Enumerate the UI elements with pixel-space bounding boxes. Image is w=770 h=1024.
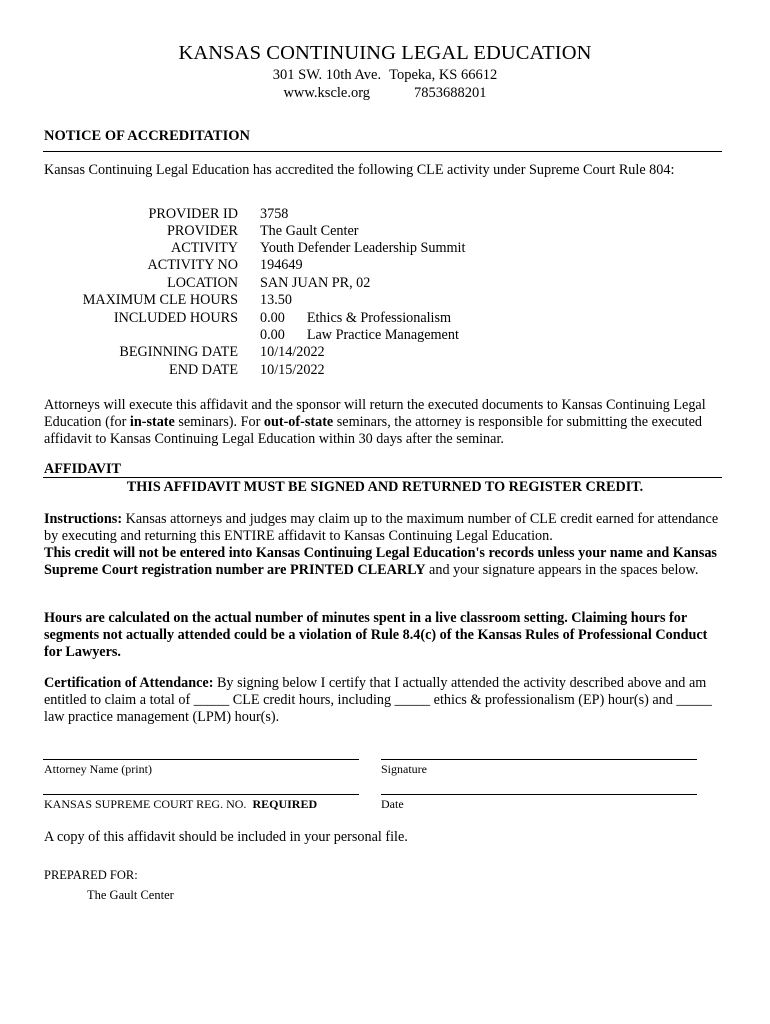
city-state-zip: Topeka, KS 66612 bbox=[389, 67, 498, 83]
provider-id-value: 3758 bbox=[260, 206, 289, 222]
lpm-hours-desc: Law Practice Management bbox=[306, 327, 459, 343]
activity-no-value: 194649 bbox=[260, 257, 303, 273]
website-link[interactable]: www.kscle.org bbox=[283, 85, 371, 101]
heading-divider bbox=[43, 151, 722, 152]
signature-line[interactable] bbox=[381, 759, 697, 760]
attorneys-text-1: Attorneys will execute this affidavit and the sponsor will return the executed documents to Kansas Continuing Legal Education (for bbox=[44, 397, 706, 430]
included-hours-label: INCLUDED HOURS bbox=[113, 310, 238, 326]
provider-label: PROVIDER bbox=[167, 223, 238, 239]
end-date-value: 10/15/2022 bbox=[260, 362, 325, 378]
max-hours-value: 13.50 bbox=[260, 292, 292, 308]
max-hours-label: MAXIMUM CLE HOURS bbox=[82, 292, 238, 308]
location-value: SAN JUAN PR, 02 bbox=[260, 275, 371, 291]
notice-intro: Kansas Continuing Legal Education has accredited the following CLE activity under Supreme Court Rule 804: bbox=[44, 162, 675, 178]
instructions-paragraph bbox=[44, 511, 724, 579]
prepared-for-label: PREPARED FOR: bbox=[44, 868, 138, 882]
reg-no-line[interactable] bbox=[43, 794, 359, 795]
affidavit-heading: AFFIDAVIT bbox=[44, 461, 121, 477]
certification-paragraph bbox=[44, 675, 724, 726]
attorneys-paragraph bbox=[44, 397, 724, 448]
lpm-hours-value: 0.00 bbox=[260, 327, 285, 343]
ethics-hours-value: 0.00 bbox=[260, 310, 285, 326]
begin-date-label: BEGINNING DATE bbox=[119, 344, 238, 360]
reg-no-caption bbox=[44, 797, 317, 812]
date-caption: Date bbox=[381, 797, 404, 811]
certification-label: Certification of Attendance: bbox=[44, 675, 214, 691]
attorney-name-line[interactable] bbox=[43, 759, 359, 760]
provider-id-label: PROVIDER ID bbox=[148, 206, 238, 222]
attorneys-text-2: seminars). For bbox=[174, 414, 264, 430]
address-line bbox=[0, 67, 770, 84]
prepared-for-name: The Gault Center bbox=[87, 888, 174, 902]
date-line[interactable] bbox=[381, 794, 697, 795]
required-label: REQUIRED bbox=[252, 797, 318, 811]
ethics-hours-row bbox=[260, 310, 451, 327]
reg-no-label: KANSAS SUPREME COURT REG. NO. bbox=[44, 797, 247, 811]
location-label: LOCATION bbox=[167, 275, 238, 291]
affidavit-notice: THIS AFFIDAVIT MUST BE SIGNED AND RETURNED TO REGISTER CREDIT. bbox=[126, 479, 644, 495]
lpm-hours-row bbox=[260, 327, 459, 344]
contact-line bbox=[0, 85, 770, 102]
credit-warning: This credit will not be entered into Kansas Continuing Legal Education's records unless your name and Kansas Supreme Court registration number are PRINTED CLEARLY bbox=[44, 545, 717, 578]
affidavit-divider bbox=[43, 477, 722, 478]
instructions-text: Kansas attorneys and judges may claim up to the maximum number of CLE credit earned for attendance by executing and returning this ENTIRE affidavit to Kansas Continuing Legal Education. bbox=[44, 511, 719, 544]
signature-caption: Signature bbox=[381, 762, 427, 776]
activity-label: ACTIVITY bbox=[171, 240, 238, 256]
certification-text: By signing below I certify that I actually attended the activity described above and am entitled to claim a total of _____ CLE credit hours, including _____ ethics & professionalism (EP) hour(s) and _____ law practice management (LPM) hour(s). bbox=[44, 675, 712, 725]
provider-value: The Gault Center bbox=[260, 223, 359, 239]
out-of-state-emphasis: out-of-state bbox=[263, 414, 334, 430]
phone-number: 7853688201 bbox=[414, 85, 487, 101]
in-state-emphasis: in-state bbox=[129, 414, 175, 430]
notice-heading: NOTICE OF ACCREDITATION bbox=[44, 128, 250, 144]
credit-warning-rest: and your signature appears in the spaces below. bbox=[425, 562, 699, 578]
begin-date-value: 10/14/2022 bbox=[260, 344, 325, 360]
attorney-name-caption: Attorney Name (print) bbox=[44, 762, 152, 776]
activity-no-label: ACTIVITY NO bbox=[147, 257, 238, 273]
ethics-hours-desc: Ethics & Professionalism bbox=[306, 310, 452, 326]
instructions-label: Instructions: bbox=[44, 511, 123, 527]
street-address: 301 SW. 10th Ave. bbox=[272, 67, 382, 83]
copy-note: A copy of this affidavit should be included in your personal file. bbox=[44, 829, 408, 845]
document-title: KANSAS CONTINUING LEGAL EDUCATION bbox=[178, 42, 592, 64]
attorneys-text-3: seminars, the attorney is responsible for submitting the executed affidavit to Kansas Continuing Legal Education within 30 days after the seminar. bbox=[44, 414, 703, 447]
end-date-label: END DATE bbox=[169, 362, 238, 378]
hours-warning: Hours are calculated on the actual number of minutes spent in a live classroom setting. Claiming hours for segments not actually attended could be a violation of Rule 8.4(c) of the Kansas Rules of Professional Conduct for Lawyers. bbox=[44, 610, 708, 660]
activity-value: Youth Defender Leadership Summit bbox=[260, 240, 466, 256]
